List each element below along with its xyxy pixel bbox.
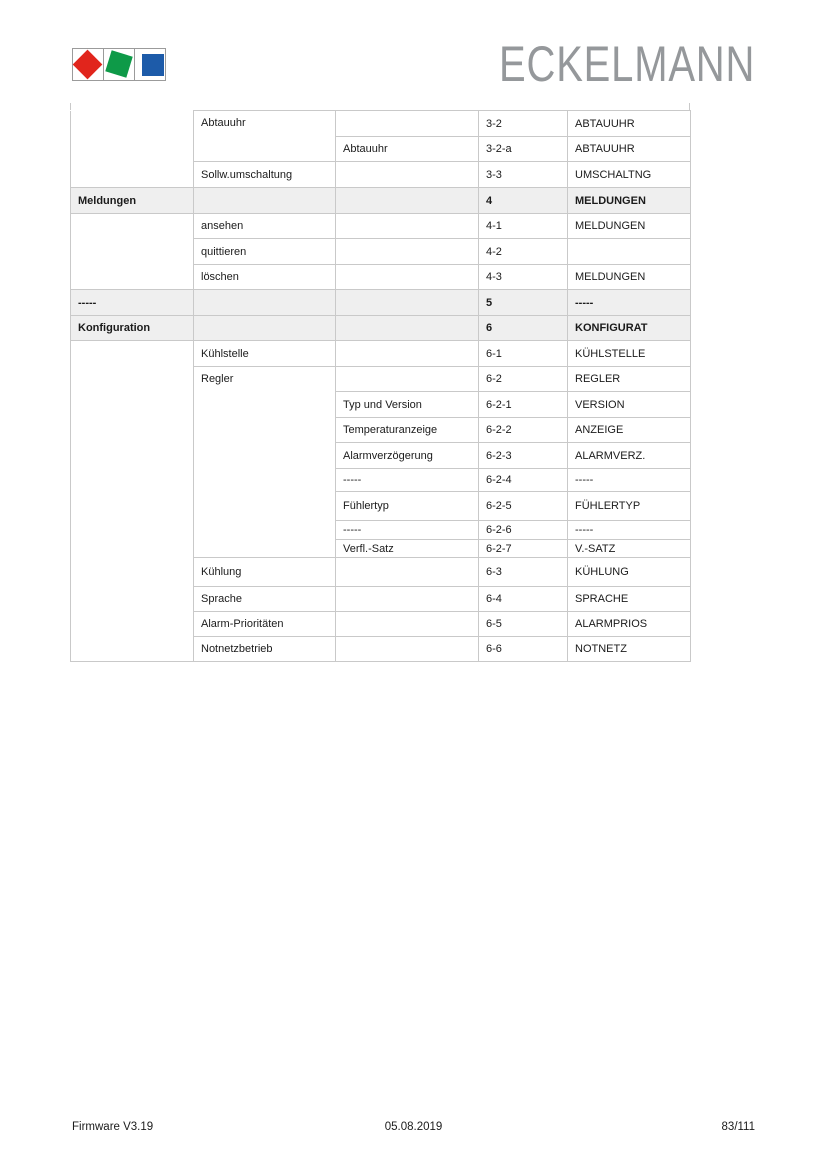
menu-code-cell: 6-2: [479, 367, 568, 392]
menu-level-2-cell: quittieren: [194, 239, 336, 265]
menu-code-cell: 6-2-4: [479, 469, 568, 492]
menu-level-2-cell: ansehen: [194, 214, 336, 239]
table-continuation-border-left: [70, 103, 71, 110]
display-text-cell: KÜHLSTELLE: [568, 341, 691, 367]
menu-code-cell: 3-2: [479, 111, 568, 137]
menu-level-3-cell: [336, 612, 479, 637]
logo-cell-blue: [134, 48, 166, 81]
menu-structure-table-wrap: [70, 110, 690, 662]
table-row: [71, 188, 691, 214]
menu-level-2-cell: löschen: [194, 265, 336, 290]
menu-level-3-cell: Verfl.-Satz: [336, 540, 479, 558]
menu-level-2-cell: Notnetzbetrieb: [194, 637, 336, 662]
menu-level-2-cell: Abtauuhr: [194, 111, 336, 162]
table-row: [71, 290, 691, 316]
menu-level-2-cell: Sollw.umschaltung: [194, 162, 336, 188]
menu-code-cell: 6: [479, 316, 568, 341]
menu-level-2-cell: Sprache: [194, 587, 336, 612]
menu-level-3-cell: [336, 316, 479, 341]
menu-code-cell: 6-2-3: [479, 443, 568, 469]
display-text-cell: UMSCHALTNG: [568, 162, 691, 188]
footer-date: 05.08.2019: [384, 1121, 443, 1133]
menu-level-3-cell: [336, 341, 479, 367]
display-text-cell: KÜHLUNG: [568, 558, 691, 587]
table-row: [71, 111, 691, 137]
menu-level-1-cell: Konfiguration: [71, 316, 194, 341]
display-text-cell: ABTAUUHR: [568, 137, 691, 162]
display-text-cell: REGLER: [568, 367, 691, 392]
table-continuation-border-right: [689, 103, 690, 110]
display-text-cell: MELDUNGEN: [568, 214, 691, 239]
display-text-cell: ALARMPRIOS: [568, 612, 691, 637]
menu-level-3-cell: [336, 558, 479, 587]
menu-table: [70, 110, 691, 662]
logo-cell-red: [72, 48, 104, 81]
display-text-cell: SPRACHE: [568, 587, 691, 612]
menu-level-2-cell: [194, 316, 336, 341]
display-text-cell: VERSION: [568, 392, 691, 418]
display-text-cell: V.-SATZ: [568, 540, 691, 558]
table-row: [71, 214, 691, 239]
menu-level-3-cell: [336, 188, 479, 214]
menu-code-cell: 6-6: [479, 637, 568, 662]
menu-level-3-cell: [336, 111, 479, 137]
menu-code-cell: 4-3: [479, 265, 568, 290]
display-text-cell: -----: [568, 469, 691, 492]
display-text-cell: -----: [568, 290, 691, 316]
menu-level-3-cell: Alarmverzögerung: [336, 443, 479, 469]
menu-code-cell: 5: [479, 290, 568, 316]
menu-level-1-cell: [71, 111, 194, 188]
menu-code-cell: 4-1: [479, 214, 568, 239]
green-square-icon: [105, 50, 132, 77]
menu-level-2-cell: Kühlung: [194, 558, 336, 587]
footer-page-number: 83/111: [721, 1121, 755, 1133]
display-text-cell: MELDUNGEN: [568, 265, 691, 290]
display-text-cell: ALARMVERZ.: [568, 443, 691, 469]
menu-code-cell: 6-3: [479, 558, 568, 587]
menu-level-3-cell: Abtauuhr: [336, 137, 479, 162]
page-footer: [0, 1121, 827, 1137]
eckelmann-logo: [72, 48, 166, 81]
menu-code-cell: 6-1: [479, 341, 568, 367]
menu-code-cell: 6-4: [479, 587, 568, 612]
menu-level-1-cell: Meldungen: [71, 188, 194, 214]
menu-level-1-cell: -----: [71, 290, 194, 316]
display-text-cell: ABTAUUHR: [568, 111, 691, 137]
menu-code-cell: 6-2-1: [479, 392, 568, 418]
menu-code-cell: 6-2-2: [479, 418, 568, 443]
logo-cell-green: [103, 48, 135, 81]
red-diamond-icon: [73, 50, 103, 80]
display-text-cell: -----: [568, 521, 691, 540]
menu-level-1-cell: [71, 341, 194, 662]
display-text-cell: MELDUNGEN: [568, 188, 691, 214]
menu-level-2-cell: Kühlstelle: [194, 341, 336, 367]
menu-level-3-cell: Typ und Version: [336, 392, 479, 418]
menu-code-cell: 4: [479, 188, 568, 214]
menu-level-3-cell: [336, 214, 479, 239]
display-text-cell: KONFIGURAT: [568, 316, 691, 341]
menu-level-3-cell: [336, 367, 479, 392]
menu-level-3-cell: [336, 587, 479, 612]
menu-level-2-cell: [194, 290, 336, 316]
menu-code-cell: 6-5: [479, 612, 568, 637]
menu-level-3-cell: Temperaturanzeige: [336, 418, 479, 443]
menu-code-cell: 6-2-5: [479, 492, 568, 521]
menu-level-3-cell: Fühlertyp: [336, 492, 479, 521]
menu-level-3-cell: [336, 637, 479, 662]
display-text-cell: NOTNETZ: [568, 637, 691, 662]
blue-square-icon: [142, 54, 164, 76]
menu-level-2-cell: [194, 188, 336, 214]
menu-code-cell: 6-2-6: [479, 521, 568, 540]
menu-code-cell: 6-2-7: [479, 540, 568, 558]
menu-code-cell: 3-3: [479, 162, 568, 188]
menu-level-3-cell: -----: [336, 521, 479, 540]
menu-level-3-cell: [336, 239, 479, 265]
display-text-cell: ANZEIGE: [568, 418, 691, 443]
menu-level-3-cell: -----: [336, 469, 479, 492]
menu-level-2-cell: Regler: [194, 367, 336, 558]
menu-level-1-cell: [71, 214, 194, 290]
menu-level-3-cell: [336, 265, 479, 290]
eckelmann-wordmark: ECKELMANN: [498, 36, 755, 92]
menu-level-3-cell: [336, 290, 479, 316]
menu-level-2-cell: Alarm-Prioritäten: [194, 612, 336, 637]
menu-level-3-cell: [336, 162, 479, 188]
display-text-cell: FÜHLERTYP: [568, 492, 691, 521]
display-text-cell: [568, 239, 691, 265]
menu-code-cell: 4-2: [479, 239, 568, 265]
table-row: [71, 341, 691, 367]
menu-code-cell: 3-2-a: [479, 137, 568, 162]
footer-firmware-version: Firmware V3.19: [72, 1121, 154, 1133]
table-row: [71, 316, 691, 341]
